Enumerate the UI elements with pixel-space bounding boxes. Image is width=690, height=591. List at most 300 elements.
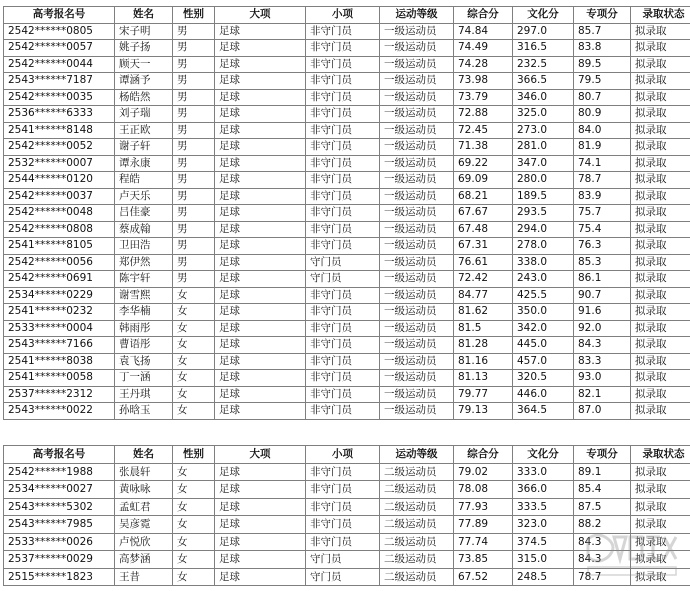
cell-col-composite-score: 78.08 (454, 481, 513, 499)
cell-col-admission-status: 拟录取 (631, 516, 690, 534)
cell-col-gender: 女 (173, 481, 215, 499)
cell-col-major-category: 足球 (215, 205, 306, 222)
cell-col-culture-score: 297.0 (513, 23, 574, 40)
header-col-composite-score: 综合分 (454, 7, 513, 24)
cell-col-name: 王昔 (115, 568, 173, 586)
cell-col-composite-score: 72.45 (454, 122, 513, 139)
cell-col-major-category: 足球 (215, 370, 306, 387)
cell-col-culture-score: 293.5 (513, 205, 574, 222)
cell-col-gender: 男 (173, 106, 215, 123)
watermark-logo (580, 529, 680, 581)
cell-col-composite-score: 79.13 (454, 403, 513, 420)
header-col-major-category: 大项 (215, 7, 306, 24)
cell-col-athlete-level: 一级运动员 (380, 403, 454, 420)
cell-col-name: 宋子明 (115, 23, 173, 40)
cell-col-athlete-level: 一级运动员 (380, 304, 454, 321)
cell-col-composite-score: 77.74 (454, 533, 513, 551)
cell-col-name: 黄咏咏 (115, 481, 173, 499)
cell-col-special-score: 84.3 (574, 533, 631, 551)
cell-col-culture-score: 374.5 (513, 533, 574, 551)
cell-col-admission-status: 拟录取 (631, 139, 690, 156)
header-col-culture-score: 文化分 (513, 446, 574, 464)
cell-col-registration-no: 2541******0058 (4, 370, 115, 387)
table-row (4, 188, 690, 205)
header-col-gender: 性别 (173, 7, 215, 24)
cell-col-name: 张晨轩 (115, 463, 173, 481)
cell-col-sub-category: 非守门员 (306, 221, 380, 238)
cell-col-sub-category: 非守门员 (306, 205, 380, 222)
cell-col-sub-category: 非守门员 (306, 304, 380, 321)
cell-col-major-category: 足球 (215, 287, 306, 304)
cell-col-athlete-level: 一级运动员 (380, 172, 454, 189)
cell-col-athlete-level: 一级运动员 (380, 370, 454, 387)
cell-col-sub-category: 守门员 (306, 254, 380, 271)
cell-col-composite-score: 69.22 (454, 155, 513, 172)
cell-col-sub-category: 非守门员 (306, 287, 380, 304)
table-row (4, 221, 690, 238)
cell-col-athlete-level: 一级运动员 (380, 56, 454, 73)
cell-col-athlete-level: 一级运动员 (380, 122, 454, 139)
cell-col-culture-score: 333.5 (513, 498, 574, 516)
cell-col-culture-score: 346.0 (513, 89, 574, 106)
cell-col-major-category: 足球 (215, 403, 306, 420)
cell-col-special-score: 83.9 (574, 188, 631, 205)
cell-col-composite-score: 68.21 (454, 188, 513, 205)
cell-col-major-category: 足球 (215, 221, 306, 238)
cell-col-registration-no: 2541******8148 (4, 122, 115, 139)
cell-col-admission-status: 拟录取 (631, 89, 690, 106)
cell-col-culture-score: 333.0 (513, 463, 574, 481)
cell-col-registration-no: 2542******0052 (4, 139, 115, 156)
header-col-composite-score: 综合分 (454, 446, 513, 464)
cell-col-composite-score: 73.79 (454, 89, 513, 106)
cell-col-athlete-level: 二级运动员 (380, 568, 454, 586)
cell-col-admission-status: 拟录取 (631, 238, 690, 255)
cell-col-admission-status: 拟录取 (631, 73, 690, 90)
cell-col-major-category: 足球 (215, 516, 306, 534)
cell-col-gender: 男 (173, 254, 215, 271)
cell-col-special-score: 79.5 (574, 73, 631, 90)
cell-col-athlete-level: 一级运动员 (380, 205, 454, 222)
cell-col-major-category: 足球 (215, 320, 306, 337)
cell-col-major-category: 足球 (215, 353, 306, 370)
cell-col-registration-no: 2542******0808 (4, 221, 115, 238)
cell-col-athlete-level: 一级运动员 (380, 139, 454, 156)
cell-col-special-score: 87.5 (574, 498, 631, 516)
cell-col-sub-category: 非守门员 (306, 386, 380, 403)
header-col-gender: 性别 (173, 446, 215, 464)
cell-col-composite-score: 74.28 (454, 56, 513, 73)
cell-col-culture-score: 273.0 (513, 122, 574, 139)
cell-col-admission-status: 拟录取 (631, 386, 690, 403)
cell-col-registration-no: 2542******0057 (4, 40, 115, 57)
cell-col-gender: 女 (173, 370, 215, 387)
cell-col-special-score: 84.0 (574, 122, 631, 139)
cell-col-registration-no: 2534******0229 (4, 287, 115, 304)
table-row (4, 386, 690, 403)
cell-col-special-score: 75.4 (574, 221, 631, 238)
cell-col-culture-score: 338.0 (513, 254, 574, 271)
cell-col-special-score: 80.7 (574, 89, 631, 106)
cell-col-registration-no: 2536******6333 (4, 106, 115, 123)
cell-col-culture-score: 320.5 (513, 370, 574, 387)
table-row (4, 353, 690, 370)
cell-col-special-score: 93.0 (574, 370, 631, 387)
cell-col-sub-category: 非守门员 (306, 40, 380, 57)
cell-col-athlete-level: 一级运动员 (380, 271, 454, 288)
cell-col-admission-status: 拟录取 (631, 403, 690, 420)
cell-col-athlete-level: 一级运动员 (380, 337, 454, 354)
cell-col-admission-status: 拟录取 (631, 498, 690, 516)
cell-col-sub-category: 非守门员 (306, 89, 380, 106)
cell-col-major-category: 足球 (215, 254, 306, 271)
cell-col-admission-status: 拟录取 (631, 122, 690, 139)
cell-col-admission-status: 拟录取 (631, 271, 690, 288)
cell-col-admission-status: 拟录取 (631, 188, 690, 205)
table-row (4, 337, 690, 354)
table-row (4, 320, 690, 337)
cell-col-composite-score: 76.61 (454, 254, 513, 271)
cell-col-composite-score: 67.48 (454, 221, 513, 238)
cell-col-culture-score: 342.0 (513, 320, 574, 337)
cell-col-special-score: 85.7 (574, 23, 631, 40)
cell-col-special-score: 83.3 (574, 353, 631, 370)
watermark-icon (580, 529, 680, 581)
cell-col-gender: 男 (173, 40, 215, 57)
cell-col-composite-score: 79.02 (454, 463, 513, 481)
cell-col-sub-category: 守门员 (306, 271, 380, 288)
header-col-sub-category: 小项 (306, 7, 380, 24)
cell-col-composite-score: 74.49 (454, 40, 513, 57)
cell-col-composite-score: 71.38 (454, 139, 513, 156)
cell-col-sub-category: 守门员 (306, 551, 380, 569)
cell-col-major-category: 足球 (215, 386, 306, 403)
cell-col-major-category: 足球 (215, 188, 306, 205)
cell-col-special-score: 92.0 (574, 320, 631, 337)
cell-col-name: 谢雪熙 (115, 287, 173, 304)
header-col-sub-category: 小项 (306, 446, 380, 464)
cell-col-name: 卢悦欣 (115, 533, 173, 551)
cell-col-name: 程皓 (115, 172, 173, 189)
table-row (4, 403, 690, 420)
cell-col-gender: 女 (173, 304, 215, 321)
cell-col-culture-score: 364.5 (513, 403, 574, 420)
cell-col-registration-no: 2537******0029 (4, 551, 115, 569)
header-col-registration-no: 高考报名号 (4, 7, 115, 24)
cell-col-name: 袁飞扬 (115, 353, 173, 370)
cell-col-sub-category: 非守门员 (306, 498, 380, 516)
table-row (4, 172, 690, 189)
table-row (4, 56, 690, 73)
cell-col-major-category: 足球 (215, 481, 306, 499)
cell-col-sub-category: 非守门员 (306, 516, 380, 534)
cell-col-major-category: 足球 (215, 238, 306, 255)
cell-col-culture-score: 325.0 (513, 106, 574, 123)
cell-col-registration-no: 2543******7985 (4, 516, 115, 534)
cell-col-special-score: 90.7 (574, 287, 631, 304)
cell-col-athlete-level: 一级运动员 (380, 287, 454, 304)
cell-col-admission-status: 拟录取 (631, 370, 690, 387)
cell-col-culture-score: 281.0 (513, 139, 574, 156)
cell-col-athlete-level: 一级运动员 (380, 221, 454, 238)
cell-col-major-category: 足球 (215, 23, 306, 40)
cell-col-athlete-level: 一级运动员 (380, 386, 454, 403)
cell-col-admission-status: 拟录取 (631, 40, 690, 57)
table-header-row (4, 446, 690, 464)
cell-col-special-score: 89.1 (574, 463, 631, 481)
cell-col-registration-no: 2532******0007 (4, 155, 115, 172)
cell-col-name: 刘子瑞 (115, 106, 173, 123)
cell-col-athlete-level: 二级运动员 (380, 463, 454, 481)
cell-col-special-score: 76.3 (574, 238, 631, 255)
cell-col-registration-no: 2542******0056 (4, 254, 115, 271)
cell-col-athlete-level: 一级运动员 (380, 40, 454, 57)
cell-col-major-category: 足球 (215, 122, 306, 139)
cell-col-culture-score: 232.5 (513, 56, 574, 73)
cell-col-special-score: 88.2 (574, 516, 631, 534)
cell-col-gender: 男 (173, 89, 215, 106)
cell-col-major-category: 足球 (215, 56, 306, 73)
cell-col-admission-status: 拟录取 (631, 56, 690, 73)
cell-col-special-score: 85.3 (574, 254, 631, 271)
cell-col-culture-score: 366.5 (513, 73, 574, 90)
cell-col-athlete-level: 一级运动员 (380, 73, 454, 90)
table-row (4, 481, 690, 499)
cell-col-registration-no: 2533******0026 (4, 533, 115, 551)
cell-col-sub-category: 非守门员 (306, 139, 380, 156)
cell-col-admission-status: 拟录取 (631, 254, 690, 271)
table-row (4, 238, 690, 255)
cell-col-sub-category: 非守门员 (306, 106, 380, 123)
cell-col-athlete-level: 一级运动员 (380, 155, 454, 172)
cell-col-athlete-level: 一级运动员 (380, 188, 454, 205)
cell-col-name: 王丹琪 (115, 386, 173, 403)
cell-col-composite-score: 77.93 (454, 498, 513, 516)
cell-col-special-score: 80.9 (574, 106, 631, 123)
table-row (4, 287, 690, 304)
cell-col-registration-no: 2534******0027 (4, 481, 115, 499)
cell-col-name: 卫田浩 (115, 238, 173, 255)
cell-col-culture-score: 189.5 (513, 188, 574, 205)
cell-col-gender: 男 (173, 238, 215, 255)
cell-col-composite-score: 67.67 (454, 205, 513, 222)
table-row (4, 254, 690, 271)
cell-col-gender: 女 (173, 353, 215, 370)
cell-col-registration-no: 2542******1988 (4, 463, 115, 481)
cell-col-name: 蔡成翰 (115, 221, 173, 238)
cell-col-gender: 男 (173, 73, 215, 90)
header-col-name: 姓名 (115, 7, 173, 24)
cell-col-sub-category: 非守门员 (306, 73, 380, 90)
cell-col-sub-category: 非守门员 (306, 155, 380, 172)
cell-col-major-category: 足球 (215, 551, 306, 569)
cell-col-admission-status: 拟录取 (631, 568, 690, 586)
cell-col-special-score: 78.7 (574, 568, 631, 586)
cell-col-registration-no: 2542******0048 (4, 205, 115, 222)
cell-col-admission-status: 拟录取 (631, 155, 690, 172)
cell-col-culture-score: 294.0 (513, 221, 574, 238)
cell-col-sub-category: 非守门员 (306, 238, 380, 255)
cell-col-athlete-level: 二级运动员 (380, 533, 454, 551)
table-row (4, 23, 690, 40)
cell-col-composite-score: 84.77 (454, 287, 513, 304)
cell-col-special-score: 85.4 (574, 481, 631, 499)
cell-col-major-category: 足球 (215, 172, 306, 189)
header-col-special-score: 专项分 (574, 7, 631, 24)
cell-col-gender: 女 (173, 386, 215, 403)
cell-col-special-score: 91.6 (574, 304, 631, 321)
cell-col-sub-category: 非守门员 (306, 403, 380, 420)
cell-col-registration-no: 2542******0037 (4, 188, 115, 205)
cell-col-admission-status: 拟录取 (631, 304, 690, 321)
cell-col-gender: 男 (173, 155, 215, 172)
cell-col-major-category: 足球 (215, 139, 306, 156)
cell-col-athlete-level: 一级运动员 (380, 23, 454, 40)
cell-col-composite-score: 81.28 (454, 337, 513, 354)
cell-col-special-score: 74.1 (574, 155, 631, 172)
cell-col-composite-score: 74.84 (454, 23, 513, 40)
cell-col-name: 孙晗玉 (115, 403, 173, 420)
cell-col-registration-no: 2543******0022 (4, 403, 115, 420)
cell-col-gender: 女 (173, 568, 215, 586)
cell-col-composite-score: 73.98 (454, 73, 513, 90)
cell-col-registration-no: 2543******5302 (4, 498, 115, 516)
table-row (4, 139, 690, 156)
table-row (4, 40, 690, 57)
cell-col-gender: 男 (173, 221, 215, 238)
cell-col-admission-status: 拟录取 (631, 106, 690, 123)
cell-col-name: 吕佳豪 (115, 205, 173, 222)
cell-col-special-score: 87.0 (574, 403, 631, 420)
cell-col-special-score: 83.8 (574, 40, 631, 57)
cell-col-gender: 女 (173, 287, 215, 304)
cell-col-culture-score: 243.0 (513, 271, 574, 288)
cell-col-culture-score: 323.0 (513, 516, 574, 534)
cell-col-registration-no: 2543******7187 (4, 73, 115, 90)
cell-col-culture-score: 446.0 (513, 386, 574, 403)
cell-col-name: 曹语彤 (115, 337, 173, 354)
cell-col-sub-category: 非守门员 (306, 320, 380, 337)
cell-col-gender: 男 (173, 23, 215, 40)
table-row (4, 106, 690, 123)
cell-col-major-category: 足球 (215, 498, 306, 516)
table-row (4, 498, 690, 516)
cell-col-name: 李华楠 (115, 304, 173, 321)
cell-col-name: 孟虹君 (115, 498, 173, 516)
cell-col-sub-category: 非守门员 (306, 370, 380, 387)
cell-col-gender: 女 (173, 337, 215, 354)
table-row (4, 155, 690, 172)
table-row (4, 73, 690, 90)
cell-col-composite-score: 81.13 (454, 370, 513, 387)
cell-col-sub-category: 非守门员 (306, 481, 380, 499)
cell-col-special-score: 89.5 (574, 56, 631, 73)
cell-col-admission-status: 拟录取 (631, 337, 690, 354)
cell-col-admission-status: 拟录取 (631, 481, 690, 499)
cell-col-sub-category: 非守门员 (306, 188, 380, 205)
cell-col-special-score: 84.3 (574, 551, 631, 569)
cell-col-composite-score: 73.85 (454, 551, 513, 569)
cell-col-culture-score: 457.0 (513, 353, 574, 370)
cell-col-name: 姚子扬 (115, 40, 173, 57)
cell-col-name: 谭涵予 (115, 73, 173, 90)
table-body (4, 23, 690, 419)
cell-col-composite-score: 81.62 (454, 304, 513, 321)
cell-col-registration-no: 2542******0691 (4, 271, 115, 288)
cell-col-major-category: 足球 (215, 89, 306, 106)
cell-col-registration-no: 2542******0035 (4, 89, 115, 106)
cell-col-major-category: 足球 (215, 106, 306, 123)
cell-col-composite-score: 72.42 (454, 271, 513, 288)
cell-col-admission-status: 拟录取 (631, 353, 690, 370)
cell-col-gender: 男 (173, 205, 215, 222)
cell-col-special-score: 81.9 (574, 139, 631, 156)
cell-col-gender: 男 (173, 172, 215, 189)
cell-col-name: 郑伊然 (115, 254, 173, 271)
cell-col-composite-score: 69.09 (454, 172, 513, 189)
cell-col-major-category: 足球 (215, 155, 306, 172)
cell-col-name: 丁一涵 (115, 370, 173, 387)
admission-table-level1 (3, 6, 690, 420)
table-row (4, 122, 690, 139)
cell-col-athlete-level: 二级运动员 (380, 516, 454, 534)
cell-col-major-category: 足球 (215, 40, 306, 57)
cell-col-registration-no: 2543******7166 (4, 337, 115, 354)
cell-col-name: 杨皓然 (115, 89, 173, 106)
cell-col-name: 陈宇轩 (115, 271, 173, 288)
cell-col-gender: 男 (173, 271, 215, 288)
cell-col-special-score: 86.1 (574, 271, 631, 288)
cell-col-sub-category: 非守门员 (306, 172, 380, 189)
cell-col-athlete-level: 一级运动员 (380, 89, 454, 106)
cell-col-admission-status: 拟录取 (631, 23, 690, 40)
cell-col-registration-no: 2542******0044 (4, 56, 115, 73)
cell-col-major-category: 足球 (215, 304, 306, 321)
cell-col-registration-no: 2515******1823 (4, 568, 115, 586)
cell-col-special-score: 75.7 (574, 205, 631, 222)
cell-col-culture-score: 278.0 (513, 238, 574, 255)
header-col-culture-score: 文化分 (513, 7, 574, 24)
cell-col-admission-status: 拟录取 (631, 463, 690, 481)
cell-col-gender: 男 (173, 122, 215, 139)
cell-col-culture-score: 347.0 (513, 155, 574, 172)
cell-col-admission-status: 拟录取 (631, 551, 690, 569)
cell-col-registration-no: 2541******8105 (4, 238, 115, 255)
cell-col-registration-no: 2541******8038 (4, 353, 115, 370)
cell-col-composite-score: 67.31 (454, 238, 513, 255)
cell-col-name: 顾天一 (115, 56, 173, 73)
cell-col-special-score: 82.1 (574, 386, 631, 403)
cell-col-major-category: 足球 (215, 463, 306, 481)
cell-col-registration-no: 2541******0232 (4, 304, 115, 321)
cell-col-sub-category: 非守门员 (306, 337, 380, 354)
cell-col-major-category: 足球 (215, 73, 306, 90)
cell-col-gender: 男 (173, 139, 215, 156)
header-col-registration-no: 高考报名号 (4, 446, 115, 464)
cell-col-sub-category: 非守门员 (306, 122, 380, 139)
table-header-row (4, 7, 690, 24)
cell-col-sub-category: 非守门员 (306, 533, 380, 551)
cell-col-athlete-level: 一级运动员 (380, 353, 454, 370)
cell-col-major-category: 足球 (215, 533, 306, 551)
cell-col-sub-category: 非守门员 (306, 353, 380, 370)
cell-col-composite-score: 67.52 (454, 568, 513, 586)
cell-col-gender: 女 (173, 551, 215, 569)
table-row (4, 89, 690, 106)
cell-col-culture-score: 366.0 (513, 481, 574, 499)
cell-col-admission-status: 拟录取 (631, 287, 690, 304)
cell-col-gender: 女 (173, 516, 215, 534)
